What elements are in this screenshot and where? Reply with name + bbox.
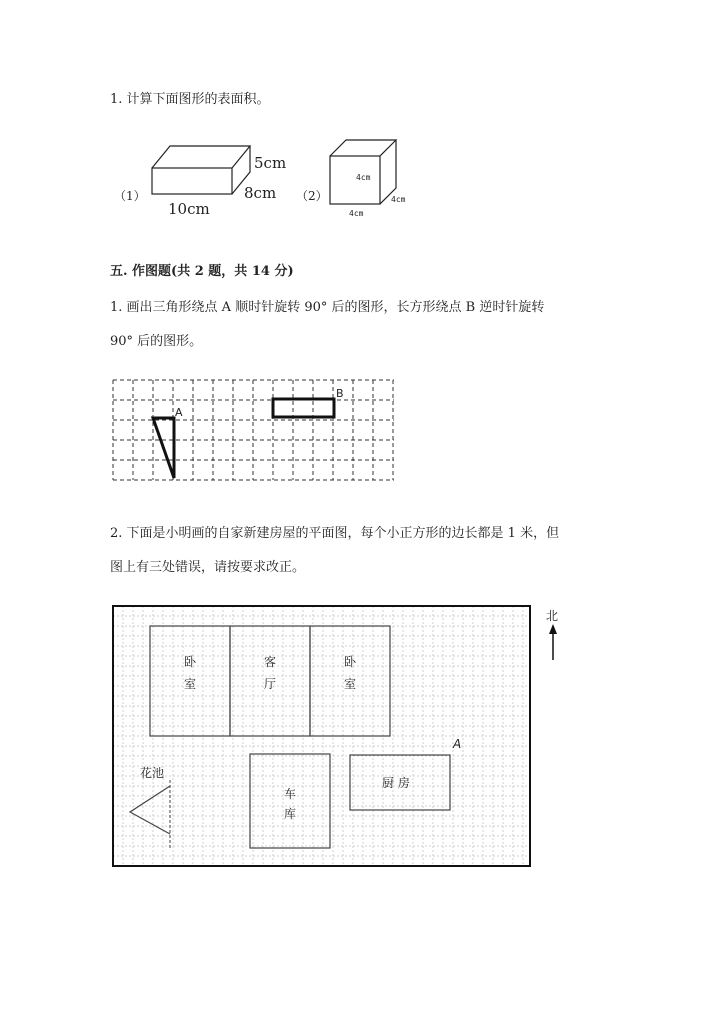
fig1-label: （1） [114,189,146,203]
q1-title: 1. 计算下面图形的表面积。 [110,92,270,107]
north-arrow-icon [549,624,557,634]
s5-q2-line2: 图上有三处错误，请按要求改正。 [110,560,306,575]
fig2-front-label: 4cm [356,173,371,182]
flower-pool-shape [130,786,170,834]
fig2-label: （2） [296,189,328,203]
bedroom1-char2: 室 [184,677,197,691]
flower-pool-label: 花池 [140,766,165,780]
bedroom1-char1: 卧 [184,655,197,669]
s5-q1-line1: 1. 画出三角形绕点 A 顺时针旋转 90° 后的图形，长方形绕点 B 逆时针旋转 [110,300,545,315]
bedroom2-char2: 室 [344,677,357,691]
fig2-depth-label: 4cm [391,195,406,204]
s5-q2-line1: 2. 下面是小明画的自家新建房屋的平面图，每个小正方形的边长都是 1 米，但 [110,526,560,541]
garage-char1: 车 [284,787,297,801]
fig2-width-label: 4cm [349,209,364,218]
plan-point-a-label: A [453,737,462,751]
section5-title: 五. 作图题(共 2 题，共 14 分) [110,264,294,279]
point-a-label: A [175,406,183,419]
fig1-length-label: 10cm [168,200,210,218]
s5-q1-line2: 90° 后的图形。 [110,334,203,349]
north-label: 北 [546,609,559,623]
fig1-height-label: 5cm [254,154,287,172]
living-char2: 厅 [264,677,277,691]
point-b-label: B [336,387,344,400]
living-char1: 客 [264,655,277,669]
garage-char2: 库 [284,807,297,821]
room-garage [250,754,330,848]
kitchen-label: 厨 房 [382,776,410,790]
bedroom2-char1: 卧 [344,655,357,669]
fig1-depth-label: 8cm [244,184,277,202]
